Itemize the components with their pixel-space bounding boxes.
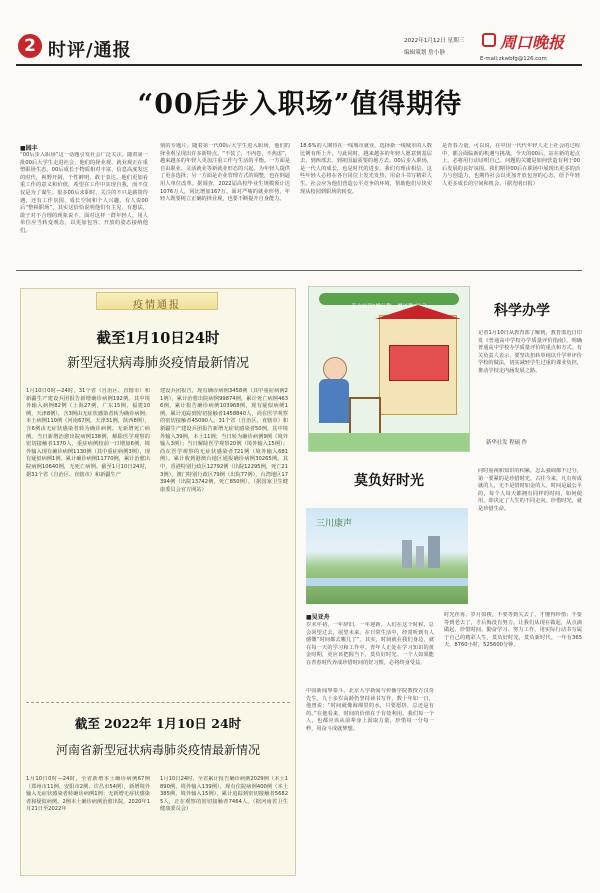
page-number: 2: [24, 36, 36, 56]
logo-text: 周口晚报: [500, 33, 565, 52]
figure-icon: [323, 357, 347, 381]
science-title: 科学办学: [494, 303, 550, 319]
epidemic-title-line2: 新型冠状病毒肺炎疫情最新情况: [66, 356, 249, 371]
editorial-column-4: 是青春力量。可以说，在中国一代代年轻人走上社会的过程中，都会面临新的机遇与挑战。今天的00后，站在新的起点上，必将用行动证明自己。问题的关键是如何营造有利于00后发展的良好氛围。我们期待00后在职场中展现出更多的活力与创造力，也期待社会以更加开放包容的心态，给予年轻人更多成长的空间和机会。（据光明日报）: [442, 143, 580, 187]
page-number-badge: [18, 34, 42, 58]
editorial-byline: ■园丰: [20, 145, 38, 152]
henan-title-line2: 河南省新型冠状病毒肺炎疫情最新情况: [55, 743, 260, 757]
essay-column-1: 岁末年初，一年辞旧，一年迎新。人们在这个时候，总会回望过去，展望未来。在日常生活中，经常听到有人感慨“时间都去哪儿了”。其实，时间就在我们身边，就在每一天的学习和工作中。青年人正处在学习知识的黄金时期，更应该把握当下，莫负好时光。一个人如果能在青春时代养成珍惜时间的好习惯，必将终身受益。: [306, 622, 434, 666]
cartoon-illustration: [308, 286, 470, 452]
epidemic-column-1: 1月10日0时—24时，31个省（自治区、直辖市）和新疆生产建设兵团报告新增确诊病例192例。其中境外输入病例82例（上海27例，广东15例，福建10例，天津8例），含3例由无症状感染者转为确诊病例；本土病例110例（河南67例，天津31例，陕西8例），含6例由无症状感染者转为确诊病例。无新增死亡病例。当日新增治愈出院病例138例，解除医学观察的密切接触者1370人，重症病例较前一日增加6例。境外输入现有确诊病例1130例（其中重症病例3例），现有疑似病例1例。累计确诊病例11770例，累计治愈出院病例10640例，无死亡病例。截至1月10日24时，据31个省（自治区、直辖市）和新疆生产: [26, 388, 150, 478]
skyline-icon-3: [428, 536, 440, 568]
contact-email: E-mail:zkwbfg@126.com: [480, 56, 547, 62]
editorial-column-2: 刻的专题片。随着第一代00后大学生进入职场，他们的择业观呈现出许多新特点。“不装了，不内卷，不焦虑”，越来越多的年轻人更加注重工作与生活的平衡。一方面是自由职业、灵活就业等新就业形态的兴起，为年轻人提供了更多选择；另一方面是企业管理方式的调整，也在倒逼用人单位改革。据调查，2022届高校毕业生规模预计达1076万人，同比增加167万。面对严峻的就业形势，年轻人既要树立正确的择业观，也要不断提升自身能力。: [160, 143, 290, 203]
henan-column-2: 1月10日24时，全省累计报告确诊病例2029例（本土1890例、境外输入139例），现有住院病例400例（本土385例、境外输入15例），累计追踪到密切接触者56825人，正在观察的密切接触者7464人。（据河南省卫生健康委员会）: [160, 776, 288, 813]
epidemic-column-2: 建设兵团报告，现有确诊病例3458例（其中重症病例21例），累计治愈出院病例99874例，累计死亡病例4636例，累计报告确诊病例103968例，现有疑似病例1例。累计追踪到密切接触者1458840人，尚在医学观察的密切接触者45090人。31个省（自治区、直辖市）和新疆生产建设兵团报告新增无症状感染者50例，其中境外输入39例，本土11例；当日转为确诊病例9例（境外输入3例）；当日解除医学观察20例（境外输入15例）；尚在医学观察的无症状感染者721例（境外输入681例）。累计收到港澳台地区通报确诊病例30265例。其中，香港特别行政区12792例（出院12295例，死亡213例），澳门特别行政区79例（出院77例），台湾地区17394例（出院13742例，死亡850例）。（据国家卫生健康委员会官方网站）: [160, 388, 288, 493]
roof-icon: [375, 305, 461, 319]
essay-top-text: 同时重视和知识的积累，怎么强调都不过分，第一要紧的是珍惜时光。古往今来，凡有所成就的人，无不是惜时如金的人。时间是最公平的，每个人每天都拥有同样的时间，如何使用，却决定了人生的不同走向。珍惜时光，就是珍惜生命。: [478, 468, 582, 512]
skyline-icon-2: [416, 546, 424, 568]
essay-title: 莫负好时光: [354, 473, 424, 489]
main-headline: “00后步入职场”值得期待: [137, 89, 463, 120]
epidemic-tag-label: 疫情通报: [133, 300, 181, 311]
logo-emblem-icon: [482, 33, 496, 47]
cartoon-caption-banner: [319, 293, 459, 310]
banner-sign-icon: [389, 345, 449, 381]
epidemic-tag: [96, 292, 218, 310]
figure-body-icon: [319, 379, 349, 423]
editorial-column-3: 18.6%的人期待在一线城市就业，选择新一线城市的人数比例有所上升。与此同时，越来越多的年轻人愿意到基层去、到西部去、到祖国最需要的地方去。00后步入职场，是一代人的成长，也是时代的进步。我们有理由相信，这些年轻人必将在各自岗位上发光发热，用奋斗书写精彩人生。社会应为他们营造公平竞争的环境，帮助他们尽快实现从校园到职场的转变。: [300, 143, 432, 195]
essay-byline: ■吴亚舟: [306, 614, 330, 621]
essay-column-3: 时光荏苒，岁月如梭。不要等到失去了，才懂得珍惜；不要等到老去了，才后悔没有努力。让我们从现在做起，从点滴做起，珍惜时间、勤奋学习、努力工作，用实际行动书写属于自己的精彩人生，莫负好时光，莫负新时代。一年有365天，8760小时，525600分钟。: [444, 612, 582, 649]
gate-icon: [349, 397, 381, 433]
epidemic-title-line1: 截至1月10日24时: [96, 330, 220, 347]
essay-photo: [306, 508, 468, 604]
cartoon-caption: 着力实现“增分数、增兴趣”综合: [351, 304, 427, 310]
masthead-rule: [16, 64, 582, 66]
henan-column-1: 1月10日0时—24时，全省新增本土确诊病例67例（郑州市11例、安阳市2例、许昌市54例），新增境外输入无症状感染者转确诊病例1例；无新增无症状感染者和疑似病例，2例本土确诊病例治愈出院。2020年1月21日至2022年: [26, 776, 150, 813]
skyline-icon: [402, 540, 412, 568]
section-divider: [16, 270, 582, 271]
editor-credit: 编辑策划 詹小静: [404, 50, 445, 56]
issue-date: 2022年1月12日 星期三: [404, 38, 465, 44]
editorial-column-1: “00后步入职场”这一话题引发社会广泛关注。随着第一批00后大学生走进社会，他们的择业观、就业观正在重塑职场生态。00后成长于物质相对丰富、信息高度发达的时代，视野开阔，个性鲜明，敢于表达。他们更加看重工作的意义和价值，希望在工作中实现自我，而不仅仅是为了谋生。很多00后求职时，关注的不只是薪资待遇，还有工作氛围、成长空间和个人兴趣。有人说00后“整顿职场”，其实这恰恰说明他们有主见、有想法，敢于对不合理的现象说不。面对这样一群年轻人，用人单位应当转变观念，以更加包容、开放的姿态接纳他们。: [20, 152, 148, 234]
photo-signature: 三川康声: [316, 519, 353, 529]
epidemic-dash-divider: [26, 702, 290, 703]
river-strip: [306, 578, 468, 586]
science-text: 记者1月10日从教育部了解到，教育部近日印发《普通高中学校办学质量评价指南》，明确普通高中学校办学质量评价的重点和方式。有关负责人表示，要坚决扭转单纯以升学率评价学校的做法，切实减轻学生过重的课业负担，推动学校走内涵发展之路。: [478, 330, 582, 374]
ground-strip: [309, 433, 470, 451]
science-author: 新华社发 程硕 作: [486, 440, 528, 446]
section-title: 时评/通报: [48, 40, 132, 61]
henan-title-line1: 截至 2022年 1月10日 24时: [74, 716, 242, 731]
essay-column-2: 中国新闻界泰斗、北京大学新闻与传播学院教授方汉奇先生，九十多岁高龄仍坚持读书写作，数十年如一日，他曾说：“时间就像海绵里的水，只要愿挤，总还是有的。”在他看来，时间的价值在于有效利用。我们每一个人，也都应该从前辈身上汲取力量，珍惜每一分每一秒，用奋斗成就梦想。: [306, 688, 434, 732]
newspaper-logo: [482, 30, 578, 52]
